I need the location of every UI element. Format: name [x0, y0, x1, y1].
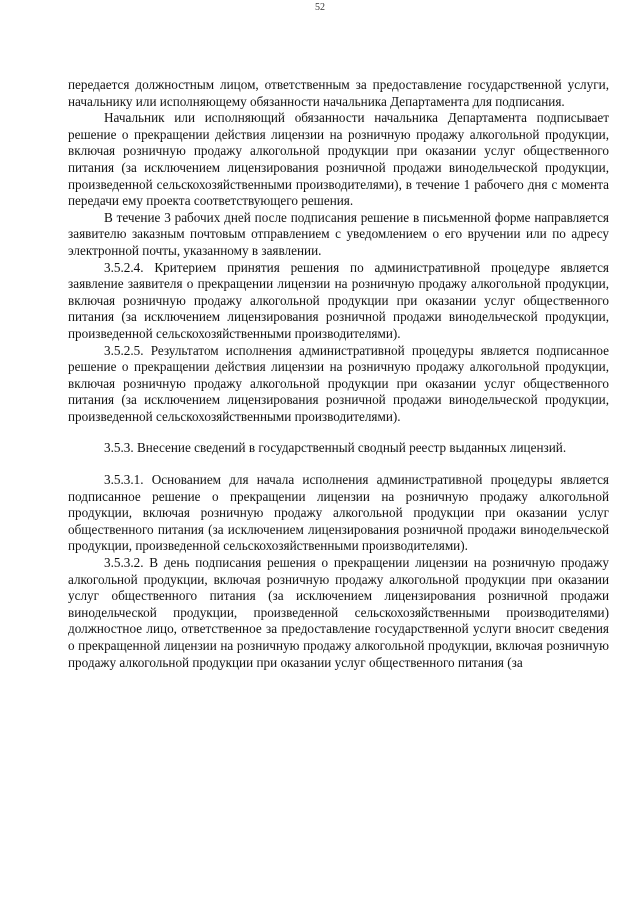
document-body	[68, 77, 609, 671]
paragraph-head-signs-decision: Начальник или исполняющий обязанности начальника Департамента подписывает решение о прекращении действия лицензии на розничную продажу алкогольной продукции, включая розничную продажу алкогольной продукции при оказании услуг общественного питания (за исключением лицензирования розничной продажи винодельческой продукции, произведенной сельскохозяйственными производителями), в течение 1 рабочего дня с момента передачи ему проекта соответствующего решения.	[68, 110, 609, 209]
section-heading-3-5-3: 3.5.3. Внесение сведений в государственный сводный реестр выданных лицензий.	[104, 440, 567, 456]
paragraph-decision-sent: В течение 3 рабочих дней после подписания решение в письменной форме направляется заявителю заказным почтовым отправлением с уведомлением о его вручении или по адресу электронной почты, указанному в заявлении.	[68, 209, 609, 258]
paragraph-3-5-2-5: 3.5.2.5. Результатом исполнения административной процедуры является подписанное решение о прекращении действия лицензии на розничную продажу алкогольной продукции, включая розничную продажу алкогольной продукции при оказании услуг общественного питания (за исключением лицензирования розничной продажи винодельческой продукции, произведенной сельскохозяйственными производителями).	[68, 342, 609, 424]
paragraph-3-5-3-2: 3.5.3.2. В день подписания решения о прекращении лицензии на розничную продажу алкогольной продукции, включая розничную продажу алкогольной продукции при оказании услуг общественного питания (за исключением лицензирования розничной продажи винодельческой продукции, произведенной сельскохозяйственными производителями) должностное лицо, ответственное за предоставление государственной услуги вносит сведения о прекращенной лицензии на розничную продажу алкогольной продукции, включая розничную продажу алкогольной продукции при оказании услуг общественного питания (за	[68, 555, 609, 670]
paragraph-continuation: передается должностным лицом, ответственным за предоставление государственной услуги, начальнику или исполняющему обязанности начальника Департамента для подписания.	[68, 77, 609, 109]
paragraph-3-5-3-1: 3.5.3.1. Основанием для начала исполнения административной процедуры является подписанное решение о прекращении лицензии на розничную продажу алкогольной продукции, включая розничную продажу алкогольной продукции при оказании услуг общественного питания (за исключением лицензирования розничной продажи винодельческой продукции, произведенной сельскохозяйственными производителями).	[68, 472, 609, 554]
page-number: 52	[315, 2, 325, 13]
paragraph-3-5-2-4: 3.5.2.4. Критерием принятия решения по административной процедуре является заявление заявителя о прекращении лицензии на розничную продажу алкогольной продукции, включая розничную продажу алкогольной продукции при оказании услуг общественного питания (за исключением лицензирования розничной продажи винодельческой продукции, произведенной сельскохозяйственными производителями).	[68, 259, 609, 341]
